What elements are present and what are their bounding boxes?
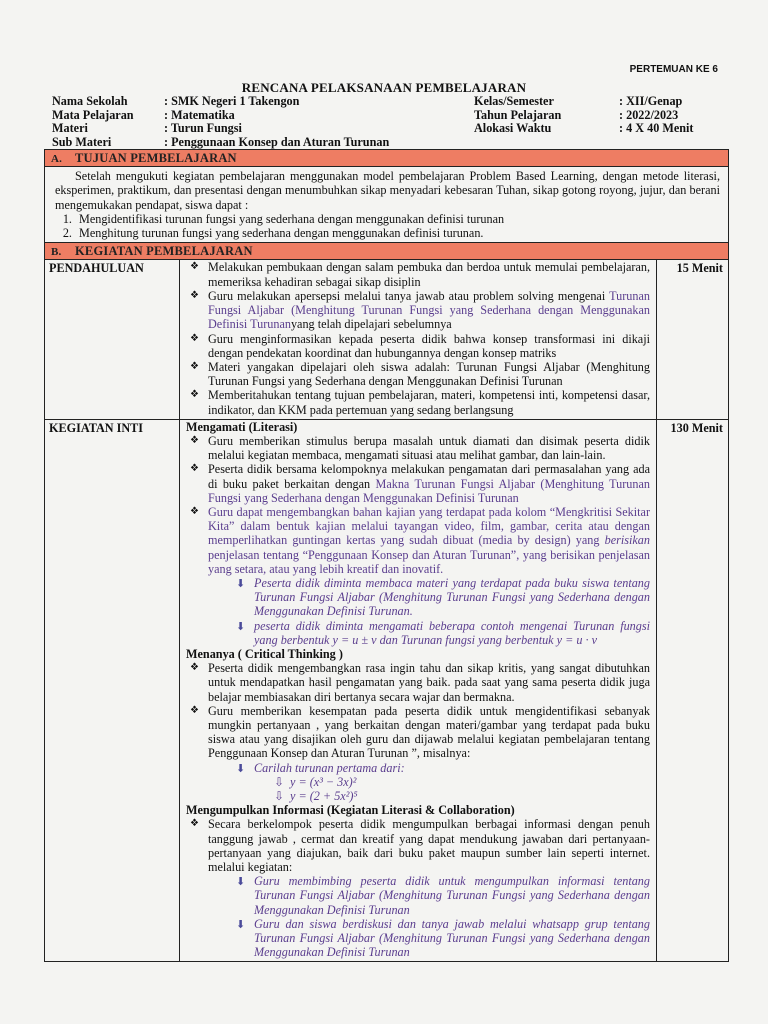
section-title: KEGIATAN PEMBELAJARAN	[75, 244, 253, 259]
sub-list-item: ⬇ Guru dan siswa berdiskusi dan tanya jawab melalui whatsapp grup tentang Turunan Fungsi Aljabar (Menghitung Turunan Fungsi yang Sederhana dengan Menggunakan Definisi Turunan	[236, 916, 650, 960]
list-item: ❖ Melakukan pembukaan dengan salam pembuka dan berdoa untuk memulai pembelajaran, memeriksa kehadiran sebagai sikap disiplin	[190, 260, 650, 289]
diamond-bullet-icon: ❖	[190, 360, 199, 372]
diamond-bullet-icon: ❖	[190, 463, 199, 475]
phase-content	[180, 260, 657, 419]
list-item: ❖ Peserta didik bersama kelompoknya melakukan pengamatan dari permasalahan yang ada di buku paket berkaitan dengan Makna Turunan Fungsi Aljabar (Menghitung Turunan Fungsi yang Sederhana dengan Menggunakan Definisi Turunan	[190, 462, 650, 505]
meta-label: Materi	[52, 121, 88, 135]
double-down-arrow-icon: ⇩	[274, 774, 285, 789]
meta-label: Kelas/Semester	[474, 94, 554, 108]
diamond-bullet-icon: ❖	[190, 505, 199, 517]
equation-item: ⇩ y = (2 + 5x²)⁵	[274, 789, 358, 803]
meta-label: Sub Materi	[52, 134, 112, 149]
section-number: B.	[51, 246, 62, 259]
list-item: ❖ Materi yangakan dipelajari oleh siswa adalah: Turunan Fungsi Aljabar (Menghitung Turunan Fungsi yang Sederhana dengan Menggunakan Definisi Turunan	[190, 359, 650, 389]
list-item: ❖ Secara berkelompok peserta didik mengumpulkan berbagai informasi dengan penuh tanggung jawab , cermat dan kreatif yang dapat mendukung jawaban dari pertanyaan-pertanyaan yang diajukan, baik dari buku paket maupun sumber lain seperti internet. melalui kegiatan: ⬇ Guru membimbing peserta didik untuk mengumpulkan informasi tentang Turunan Fungsi Aljabar (Menghitung Turunan Fungsi yang Sederhana dengan Menggunakan Definisi Turunan ⬇ Guru dan siswa berdiskusi dan tanya jawab melalui whatsapp grup tentang Turunan Fungsi Aljabar (Menghitung Turunan Fungsi yang Sederhana dengan Menggunakan Definisi Turunan	[190, 817, 650, 960]
equation-item: ⇩ y = (x³ − 3x)²	[274, 774, 357, 789]
sub-list-item: ⬇ Peserta didik diminta membaca materi yang terdapat pada buku siswa tentang Turunan Fungsi Aljabar (Menghitung Turunan Fungsi yang Sederhana dengan Menggunakan Definisi Turunan.	[236, 575, 650, 619]
table-row	[45, 260, 728, 419]
document-title: RENCANA PELAKSANAAN PEMBELAJARAN	[241, 80, 527, 95]
meta-value: : 2022/2023	[619, 107, 679, 122]
meta-value: : Turun Fungsi	[164, 121, 242, 135]
table-row	[45, 419, 728, 962]
phase-label: PENDAHULUAN	[45, 260, 180, 419]
sub-list-item: ⬇ Guru membimbing peserta didik untuk mengumpulkan informasi tentang Turunan Fungsi Aljabar (Menghitung Turunan Fungsi yang Sederhana dengan Menggunakan Definisi Turunan	[236, 874, 650, 917]
list-item: ❖ Guru memberikan kesempatan pada peserta didik untuk mengidentifikasi sebanyak mungkin pertanyaan , yang berkaitan dengan materi/gambar yang terdapat pada buku siswa atau yang disajikan oleh guru dan dijawab melalui kegiatan pembelajaran tentang Penggunaan Konsep dan Aturan Turunan ”, misalnya: ⬇ Carilah turunan pertama dari: ⇩ y = (x³ − 3x)² ⇩ y = (2 + 5x²)⁵	[190, 703, 650, 803]
down-arrow-bullet-icon: ⬇	[236, 577, 246, 590]
goals-list	[55, 212, 720, 241]
down-arrow-bullet-icon: ⬇	[236, 876, 246, 889]
down-arrow-bullet-icon: ⬇	[236, 762, 246, 775]
meta-label: Alokasi Waktu	[474, 121, 552, 135]
list-item: ❖ Guru dapat mengembangkan bahan kajian yang terdapat pada kolom “Mengkritisi Sekitar Kita” dalam bentuk kajian melalui tayangan video, film, gambar, cerita atau dengan memperlihatkan guntingan kertas yang sudah dibuat (media by design) yang berisikan penjelasan tentang “Penggunaan Konsep dan Aturan Turunan”, yang berisikan penjelasan yang setara, atau yang lebih kreatif dan inovatif. ⬇ Peserta didik diminta membaca materi yang terdapat pada buku siswa tentang Turunan Fungsi Aljabar (Menghitung Turunan Fungsi yang Sederhana dengan Menggunakan Definisi Turunan. ⬇ peserta didik diminta mengamati beberapa contoh mengenai Turunan fungsi yang berbentuk y = u ± v dan Turunan fungsi yang berbentuk y = u · v	[190, 504, 650, 647]
phase-label: KEGIATAN INTI	[45, 419, 180, 962]
meta-label: Nama Sekolah	[52, 94, 128, 108]
double-down-arrow-icon: ⇩	[274, 789, 285, 803]
goals-intro: Setelah mengukuti kegiatan pembelajaran menggunakan model pembelajaran Problem Based Learning, dengan metode literasi, eksperimen, praktikum, dan presentasi dengan menumbuhkan sikap menyadari kebesaran Tuhan, sikap gotong royong, jujur, dan berani mengemukakan pendapat, siswa dapat :	[55, 169, 720, 212]
rpp-table	[44, 149, 729, 962]
list-item: ❖ Guru melakukan apersepsi melalui tanya jawab atau problem solving mengenai Turunan Fungsi Aljabar (Menghitung Turunan Fungsi yang Sederhana dengan Menggunakan Definisi Turunanyang telah dipelajari sebelumnya	[190, 288, 650, 332]
down-arrow-bullet-icon: ⬇	[236, 620, 246, 633]
diamond-bullet-icon: ❖	[190, 818, 199, 830]
section-title: TUJUAN PEMBELAJARAN	[75, 151, 237, 165]
list-item: ❖ Peserta didik mengembangkan rasa ingin tahu dan sikap kritis, yang sangat dibutuhkan untuk mendapatkan hasil pengamatan yang baik. pada saat yang sama peserta didik juga belajar membiasakan diri bertanya secara wajar dan bermakna.	[190, 661, 650, 704]
diamond-bullet-icon: ❖	[190, 289, 199, 301]
diamond-bullet-icon: ❖	[190, 332, 199, 344]
activity-heading: Menanya ( Critical Thinking )	[186, 646, 343, 661]
section-number: A.	[51, 153, 63, 165]
meta-label: Tahun Pelajaran	[474, 107, 562, 122]
sub-list-item: ⬇ Carilah turunan pertama dari: ⇩ y = (x³ − 3x)² ⇩ y = (2 + 5x²)⁵	[236, 761, 650, 804]
diamond-bullet-icon: ❖	[190, 704, 199, 716]
diamond-bullet-icon: ❖	[190, 434, 199, 446]
sub-list-item: ⬇ peserta didik diminta mengamati beberapa contoh mengenai Turunan fungsi yang berbentuk y = u ± v dan Turunan fungsi yang berbentuk y = u · v	[236, 618, 650, 647]
list-item: ❖ Guru memberikan stimulus berupa masalah untuk diamati dan disimak peserta didik melalui kegiatan membaca, mengamati situasi atau melihat gambar, dan lain-lain.	[190, 433, 650, 463]
meta-value: : 4 X 40 Menit	[619, 121, 694, 135]
diamond-bullet-icon: ❖	[190, 662, 199, 674]
list-item: ❖ Guru menginformasikan kepada peserta didik bahwa konsep transformasi ini dikaji dengan pendekatan koordinat dan hubungannya dengan konsep matriks	[190, 331, 650, 360]
meta-value: : XII/Genap	[619, 94, 683, 108]
diamond-bullet-icon: ❖	[190, 261, 199, 273]
phase-time: 130 Menit	[657, 419, 729, 962]
activities-table	[45, 260, 728, 962]
learning-goals	[45, 167, 728, 243]
activity-heading: Mengumpulkan Informasi (Kegiatan Literasi & Collaboration)	[186, 803, 515, 818]
goal-item: 1. Mengidentifikasi turunan fungsi yang sederhana dengan menggunakan definisi turunan	[75, 212, 720, 226]
phase-time: 15 Menit	[657, 260, 729, 419]
section-a-header	[45, 150, 728, 167]
section-b-header	[45, 243, 728, 260]
diamond-bullet-icon: ❖	[190, 389, 199, 401]
meta-block	[52, 95, 732, 149]
phase-content	[180, 419, 657, 962]
meta-value: : SMK Negeri 1 Takengon	[164, 94, 300, 108]
activity-heading: Mengamati (Literasi)	[186, 419, 298, 434]
meeting-number: PERTEMUAN KE 6	[629, 64, 718, 75]
list-item: ❖ Memberitahukan tentang tujuan pembelajaran, materi, kompetensi inti, kompetensi dasar, indikator, dan KKM pada pertemuan yang sedang berlangsung	[190, 388, 650, 417]
meta-value: : Penggunaan Konsep dan Aturan Turunan	[164, 134, 390, 149]
down-arrow-bullet-icon: ⬇	[236, 918, 246, 931]
meta-label: Mata Pelajaran	[52, 107, 134, 122]
meta-value: : Matematika	[164, 107, 235, 122]
goal-item: 2. Menghitung turunan fungsi yang sederhana dengan menggunakan definisi turunan.	[75, 226, 720, 240]
